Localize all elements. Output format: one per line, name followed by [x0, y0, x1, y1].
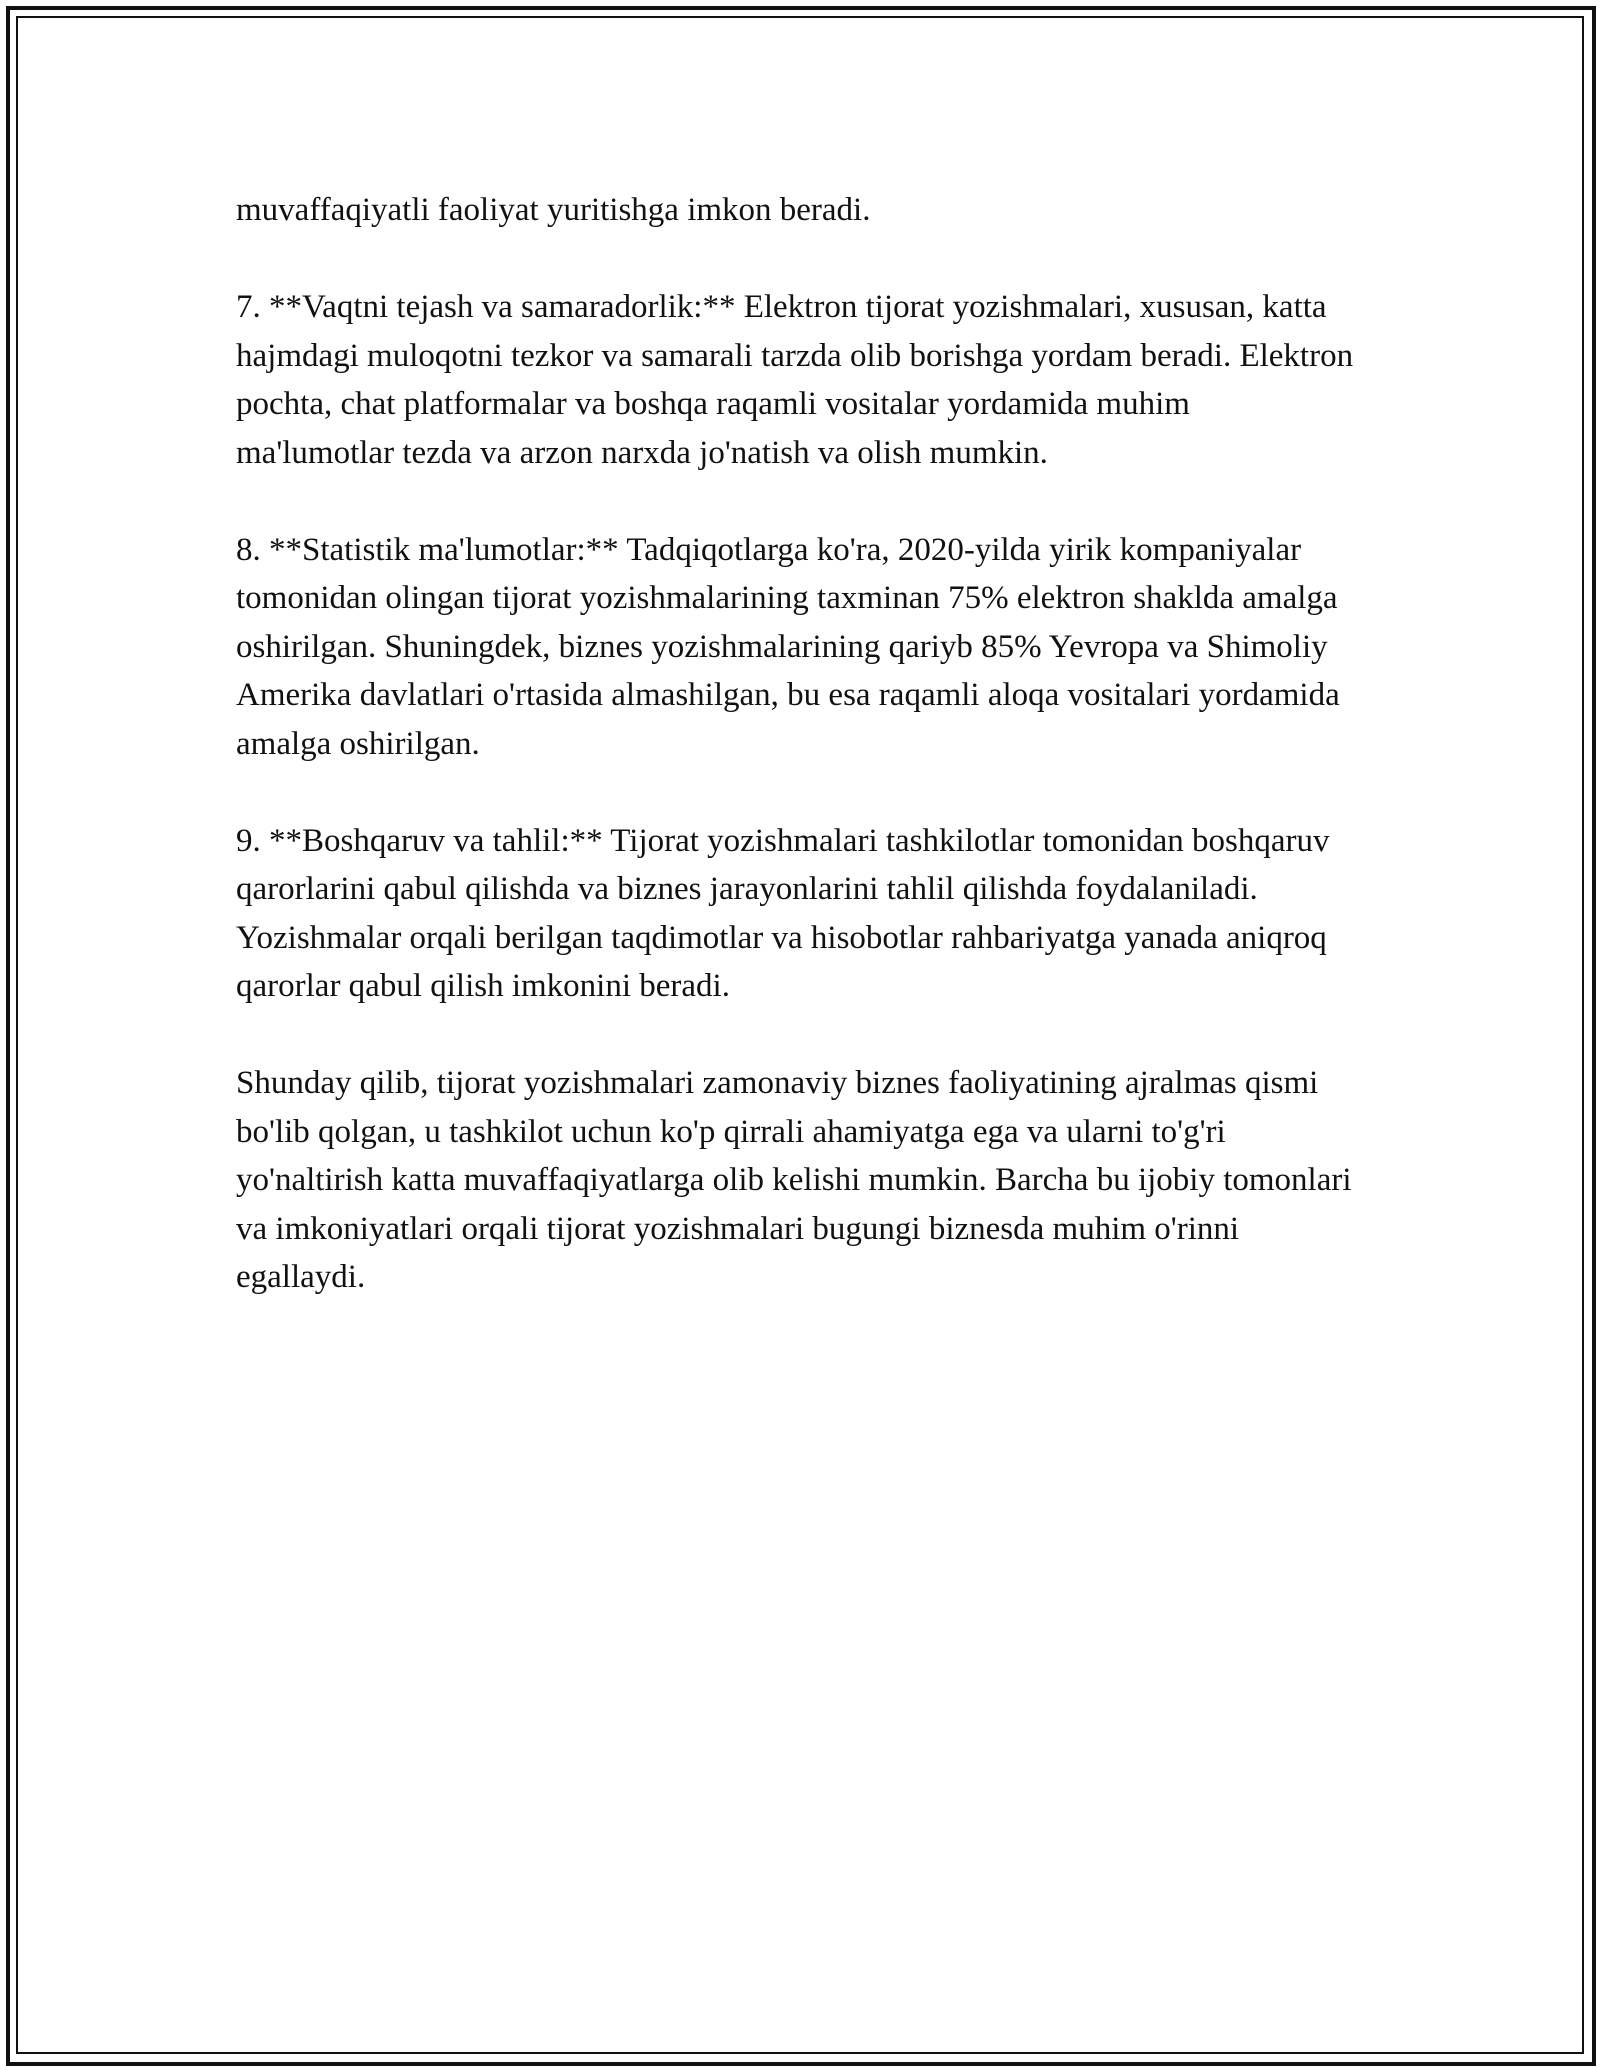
paragraph-continuation: muvaffaqiyatli faoliyat yuritishga imkon beradi. [236, 192, 871, 228]
document-body [236, 186, 1356, 1350]
paragraph-item-7: 7. **Vaqtni tejash va samaradorlik:** Elektron tijorat yozishmalari, xususan, katta hajmdagi muloqotni tezkor va samarali tarzda olib borishga yordam beradi. Elektron pochta, chat platformalar va boshqa raqamli vositalar yordamida muhim ma'lumotlar tezda va arzon narxda jo'natish va olish mumkin. [236, 289, 1354, 471]
paragraph-conclusion: Shunday qilib, tijorat yozishmalari zamonaviy biznes faoliyatining ajralmas qismi bo'lib qolgan, u tashkilot uchun ko'p qirrali ahamiyatga ega va ularni to'g'ri yo'naltirish katta muvaffaqiyatlarga olib kelishi mumkin. Barcha bu ijobiy tomonlari va imkoniyatlari orqali tijorat yozishmalari bugungi biznesda muhim o'rinni egallaydi. [236, 1065, 1352, 1295]
paragraph-item-9: 9. **Boshqaruv va tahlil:** Tijorat yozishmalari tashkilotlar tomonidan boshqaruv qarorlarini qabul qilishda va biznes jarayonlarini tahlil qilishda foydalaniladi. Yozishmalar orqali berilgan taqdimotlar va hisobotlar rahbariyatga yanada aniqroq qarorlar qabul qilish imkonini beradi. [236, 822, 1330, 1004]
paragraph-item-8: 8. **Statistik ma'lumotlar:** Tadqiqotlarga ko'ra, 2020-yilda yirik kompaniyalar tomonidan olingan tijorat yozishmalarining taxminan 75% elektron shaklda amalga oshirilgan. Shuningdek, biznes yozishmalarining qariyb 85% Yevropa va Shimoliy Amerika davlatlari o'rtasida almashilgan, bu esa raqamli aloqa vositalari yordamida amalga oshirilgan. [236, 531, 1340, 762]
